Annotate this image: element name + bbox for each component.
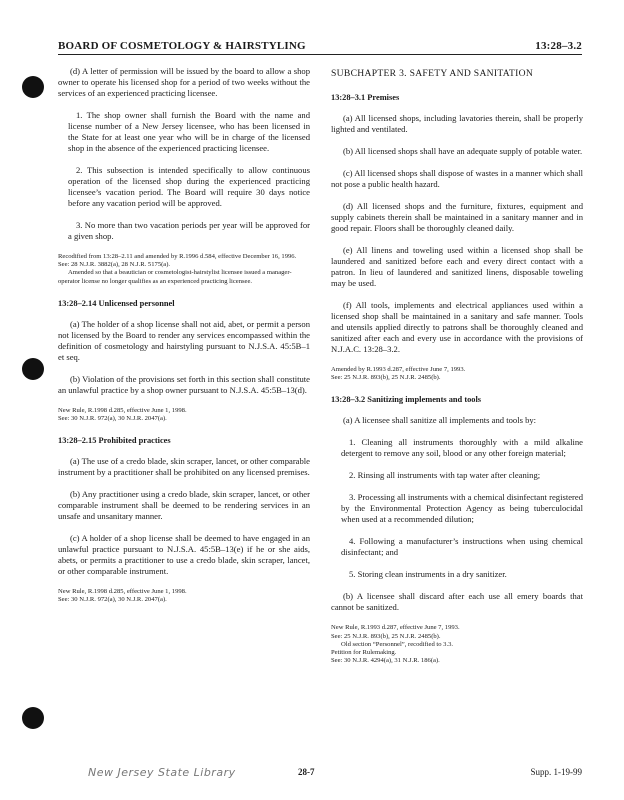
paragraph-32a5: 5. Storing clean instruments in a dry sanitizer. — [349, 569, 507, 580]
note-line: See: 28 N.J.R. 3882(a), 28 N.J.R. 5175(a). — [58, 261, 171, 269]
header-title: BOARD OF COSMETOLOGY & HAIRSTYLING — [58, 40, 306, 52]
paragraph-31d: (d) All licensed shops and the furniture, fixtures, equipment and supply cabinets therein shall be maintained in a sanitary manner and in good repair. Floors shall be thoroughly cleaned daily. — [331, 201, 583, 233]
note-line: Petition for Rulemaking. — [331, 649, 397, 657]
paragraph-215a: (a) The use of a credo blade, skin scraper, lancet, or other comparable instrument by a practitioner shall be prohibited on any licensed premises. — [58, 456, 310, 478]
note-line: Recodified from 13:28–2.11 and amended by R.1996 d.584, effective December 16, 1996. — [58, 253, 297, 260]
section-heading-3-2: 13:28–3.2 Sanitizing implements and tools — [331, 395, 482, 405]
section-heading-2-14: 13:28–2.14 Unlicensed personnel — [58, 298, 175, 308]
history-note — [58, 588, 310, 604]
note-line: Amended by R.1993 d.287, effective June 7, 1993. — [331, 366, 466, 373]
note-line: See: 25 N.J.R. 893(b), 25 N.J.R. 2485(b). — [331, 374, 441, 382]
left-column — [58, 66, 310, 617]
paragraph-31f: (f) All tools, implements and electrical appliances used within a licensed shop shall be maintained in a sanitary and safe manner. Tools and utensils applied directly to patrons shall be thoroughly cleaned and sanitized after each and every use in accordance with the provisions of N.J.A.C. 13:28–3.2. — [331, 300, 583, 354]
paragraph-d: (d) A letter of permission will be issued by the board to allow a shop owner to operate his licensed shop for a period of two weeks without the services of an experienced practicing licensee. — [58, 66, 310, 98]
page-footer — [58, 766, 582, 782]
history-note — [58, 407, 310, 423]
history-note — [58, 253, 310, 286]
subchapter-title: SUBCHAPTER 3. SAFETY AND SANITATION — [331, 68, 534, 79]
running-header — [58, 38, 582, 55]
paragraph-d2: 2. This subsection is intended specifically to allow continuous operation of the licensed shop during the experienced practicing licensee’s vacation period. The Board will require 30 days notice before any vacation period will be approved. — [68, 165, 310, 208]
note-line: See: 30 N.J.R. 972(a), 30 N.J.R. 2047(a). — [58, 415, 167, 423]
paragraph-31a: (a) All licensed shops, including lavatories therein, shall be properly lighted and ventilated. — [331, 113, 583, 134]
paragraph-32a4: 4. Following a manufacturer’s instructions when using chemical disinfectant; and — [341, 536, 583, 558]
paragraph-31e: (e) All linens and toweling used within a licensed shop shall be laundered and sanitized before each and every direct contact with a patron. In lieu of laundered and sanitized linens, disposable toweling may be used. — [331, 245, 583, 288]
section-heading-3-1: 13:28–3.1 Premises — [331, 93, 400, 102]
paragraph-214a: (a) The holder of a shop license shall not aid, abet, or permit a person not licensed by the Board to render any services encompassed within the definition of cosmetology and hairstyling pursuant to N.J.S.A. 45:5B–1 et seq. — [58, 318, 310, 362]
note-line: New Rule, R.1998 d.285, effective June 1, 1998. — [58, 588, 187, 596]
paragraph-31b: (b) All licensed shops shall have an adequate supply of potable water. — [343, 146, 583, 156]
binder-hole-middle — [22, 358, 44, 380]
paragraph-d3: 3. No more than two vacation periods per year will be approved for a given shop. — [68, 220, 310, 241]
binder-hole-top — [22, 76, 44, 98]
note-line: New Rule, R.1993 d.287, effective June 7, 1993. — [331, 624, 460, 632]
paragraph-32a3: 3. Processing all instruments with a chemical disinfectant registered by the Environmental Protection Agency as being tuberculocidal when used at a recommended dilution; — [341, 492, 583, 525]
paragraph-215b: (b) Any practitioner using a credo blade, skin scraper, lancet, or other comparable instrument shall be deemed to be rendering services in an unsafe and unsanitary manner. — [58, 489, 310, 522]
history-note — [331, 366, 583, 382]
note-line: Amended so that a beautician or cosmetologist-hairstylist licensee issued a manager-operator license no longer qualifies as an experienced practicing licensee. — [58, 269, 292, 285]
paragraph-215c: (c) A holder of a shop license shall be deemed to have engaged in an unlawful practice pursuant to N.J.S.A. 45:5B–13(e) if he or she aids, abets, or permits a practitioner to use a credo blade, skin scraper, lancet, or other comparable instrument. — [58, 533, 310, 577]
note-line: See: 25 N.J.R. 893(b), 25 N.J.R. 2485(b). — [331, 632, 441, 640]
header-section: 13:28–3.2 — [535, 40, 582, 52]
paragraph-32a2: 2. Rinsing all instruments with tap water after cleaning; — [349, 470, 541, 481]
binder-hole-bottom — [22, 707, 44, 729]
history-note — [331, 624, 583, 665]
page-number: 28-7 — [298, 767, 315, 777]
note-line: New Rule, R.1998 d.285, effective June 1, 1998. — [58, 406, 187, 414]
paragraph-d1: 1. The shop owner shall furnish the Board with the name and license number of a New Jersey licensee, who has been licensed in the State for at least one year who will be in charge of the licensed shop in the absence of the experienced practicing licensee. — [68, 110, 310, 153]
paragraph-214b: (b) Violation of the provisions set forth in this section shall constitute an unlawful practice by a shop owner pursuant to N.J.S.A. 45:5B–13(d). — [58, 373, 310, 395]
supplement-date: Supp. 1-19-99 — [530, 767, 582, 777]
paragraph-32b: (b) A licensee shall discard after each use all emery boards that cannot be sanitized. — [331, 591, 583, 613]
paragraph-32a1: 1. Cleaning all instruments thoroughly with a mild alkaline detergent to remove any soil, blood or any other foreign material; — [341, 437, 583, 459]
paragraph-31c: (c) All licensed shops shall dispose of wastes in a manner which shall not pose a public health hazard. — [331, 168, 583, 189]
paragraph-32a: (a) A licensee shall sanitize all implements and tools by: — [343, 415, 537, 426]
note-line: See: 30 N.J.R. 4294(a), 31 N.J.R. 186(a). — [331, 657, 440, 665]
library-watermark: New Jersey State Library — [88, 766, 236, 779]
note-line: See: 30 N.J.R. 972(a), 30 N.J.R. 2047(a). — [58, 596, 167, 604]
right-column — [331, 66, 583, 677]
note-line: Old section “Personnel”, recodified to 3.3. — [341, 640, 454, 648]
section-heading-2-15: 13:28–2.15 Prohibited practices — [58, 436, 171, 446]
